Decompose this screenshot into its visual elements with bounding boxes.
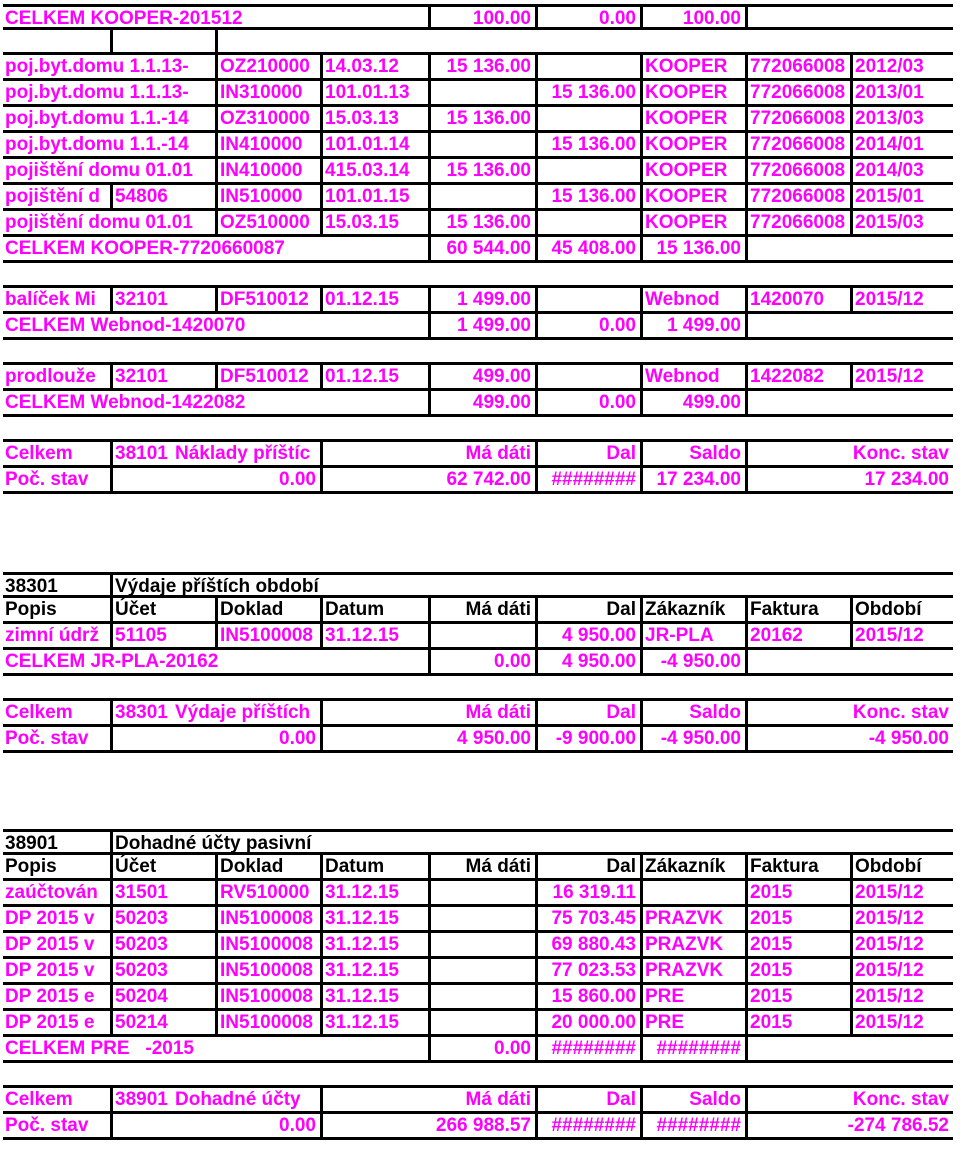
total-label: CELKEM PRE -2015 <box>3 1037 431 1060</box>
spacer-row <box>3 263 953 288</box>
table-row <box>3 985 953 1011</box>
summary-account: 38101 <box>115 443 168 464</box>
row-invoice: 1422082 <box>748 365 853 388</box>
row-debit: 499.00 <box>431 365 538 388</box>
row-debit: 15 136.00 <box>431 159 538 182</box>
empty-cell <box>3 340 953 363</box>
row-account: 50204 <box>113 985 218 1008</box>
row-invoice: 2015 <box>748 1011 853 1034</box>
row-credit: 75 703.45 <box>538 907 643 930</box>
total-debit: 0.00 <box>431 650 538 673</box>
row-debit <box>431 185 538 208</box>
row-debit: 15 136.00 <box>431 107 538 130</box>
row-debit: 1 499.00 <box>431 288 538 311</box>
row-description: poj.byt.domu 1.1.13- <box>3 55 218 78</box>
row-account: 32101 <box>113 288 218 311</box>
row-description: DP 2015 e <box>3 1011 113 1034</box>
row-customer: KOOPER <box>643 81 748 104</box>
row-invoice: 772066008 <box>748 159 853 182</box>
row-credit: 20 000.00 <box>538 1011 643 1034</box>
summary-debit-label: Má dáti <box>323 701 538 724</box>
summary-header-38901 <box>3 1088 953 1114</box>
col-faktura: Faktura <box>748 598 853 621</box>
row-credit <box>538 107 643 130</box>
row-period: 2015/12 <box>855 882 924 903</box>
row-credit <box>538 159 643 182</box>
row-credit: 16 319.11 <box>538 881 643 904</box>
col-obdobi: Období <box>855 599 922 620</box>
col-doklad: Doklad <box>218 855 323 878</box>
summary-account: 38901 <box>115 1089 168 1110</box>
total-credit: 4 950.00 <box>538 650 643 673</box>
section-header <box>3 572 953 598</box>
col-popis: Popis <box>3 855 113 878</box>
row-credit <box>538 211 643 234</box>
section-account: 38301 <box>3 575 113 598</box>
table-row <box>3 211 953 237</box>
row-description: zimní údrž <box>3 624 113 647</box>
row-date: 15.03.13 <box>323 107 431 130</box>
section-title: Výdaje příštích období <box>115 576 319 597</box>
row-customer: PRAZVK <box>643 933 748 956</box>
row-description: DP 2015 v <box>3 907 113 930</box>
row-period: 2013/03 <box>855 108 924 129</box>
row-document: IN5100008 <box>218 1011 323 1034</box>
row-credit <box>538 55 643 78</box>
row-period: 2015/12 <box>855 908 924 929</box>
row-description: poj.byt.domu 1.1.-14 <box>3 107 218 130</box>
section-38301 <box>3 572 953 753</box>
summary-debit-label: Má dáti <box>323 1088 538 1111</box>
table-row <box>3 907 953 933</box>
row-invoice: 2015 <box>748 959 853 982</box>
row-date: 31.12.15 <box>323 881 431 904</box>
col-ma-dati: Má dáti <box>431 855 538 878</box>
row-document: IN5100008 <box>218 959 323 982</box>
debit-value: 266 988.57 <box>323 1114 538 1137</box>
row-description: DP 2015 v <box>3 959 113 982</box>
row-customer: PRAZVK <box>643 959 748 982</box>
row-account: 50203 <box>113 933 218 956</box>
row-customer: KOOPER <box>643 211 748 234</box>
row-customer: KOOPER <box>643 107 748 130</box>
summary-account-name: Výdaje příštích <box>173 701 323 724</box>
section-title: Dohadné účty pasivní <box>115 833 312 854</box>
row-debit: 15 136.00 <box>431 55 538 78</box>
spacer-row <box>3 417 953 442</box>
total-row-pre <box>3 1037 953 1063</box>
row-credit: 15 136.00 <box>538 133 643 156</box>
summary-values-38301 <box>3 727 953 753</box>
spacer-row <box>3 30 953 55</box>
row-document: IN510000 <box>218 185 323 208</box>
summary-final-label: Konc. stav <box>852 1089 949 1110</box>
col-datum: Datum <box>323 855 431 878</box>
debit-value: 62 742.00 <box>323 468 538 491</box>
row-customer: KOOPER <box>643 55 748 78</box>
col-dal: Dal <box>538 855 643 878</box>
total-credit: ######## <box>538 1037 643 1060</box>
empty-cell <box>748 391 953 414</box>
row-period: 2015/03 <box>855 212 924 233</box>
table-row <box>3 81 953 107</box>
summary-balance-label: Saldo <box>643 442 748 465</box>
total-label: CELKEM Webnod-1420070 <box>3 314 431 337</box>
table-row <box>3 365 953 391</box>
row-account: 54806 <box>113 185 218 208</box>
summary-credit-label: Dal <box>538 701 643 724</box>
table-row <box>3 55 953 81</box>
table-row <box>3 933 953 959</box>
summary-account-name: Dohadné účty <box>173 1088 323 1111</box>
col-zakaznik: Zákazník <box>643 855 748 878</box>
total-row-kooper-7720660087 <box>3 237 953 263</box>
row-date: 01.12.15 <box>323 288 431 311</box>
row-document: OZ310000 <box>218 107 323 130</box>
row-description: poj.byt.domu 1.1.13- <box>3 81 218 104</box>
row-document: OZ210000 <box>218 55 323 78</box>
credit-value: -9 900.00 <box>538 727 643 750</box>
row-customer: KOOPER <box>643 185 748 208</box>
row-invoice: 2015 <box>748 881 853 904</box>
row-credit <box>538 288 643 311</box>
row-period: 2015/12 <box>855 625 924 646</box>
row-credit <box>538 365 643 388</box>
row-credit: 15 860.00 <box>538 985 643 1008</box>
row-account: 32101 <box>113 365 218 388</box>
row-date: 31.12.15 <box>323 624 431 647</box>
opening-value: 0.00 <box>113 468 323 491</box>
row-description: pojištění domu 01.01 <box>3 159 218 182</box>
row-invoice: 1420070 <box>748 288 853 311</box>
row-description: pojištění d <box>3 185 113 208</box>
col-popis: Popis <box>3 598 113 621</box>
row-description: prodlouže <box>3 365 113 388</box>
row-date: 14.03.12 <box>323 55 431 78</box>
row-period: 2012/03 <box>855 56 924 77</box>
row-invoice: 772066008 <box>748 81 853 104</box>
row-invoice: 2015 <box>748 933 853 956</box>
empty-cell <box>748 314 953 337</box>
row-date: 415.03.14 <box>323 159 431 182</box>
row-credit: 15 136.00 <box>538 81 643 104</box>
row-account: 31501 <box>113 881 218 904</box>
row-date: 31.12.15 <box>323 907 431 930</box>
total-label: CELKEM KOOPER-201512 <box>3 7 431 30</box>
col-ucet: Účet <box>113 855 218 878</box>
row-document: IN5100008 <box>218 985 323 1008</box>
row-description: zaúčtován <box>3 881 113 904</box>
empty-cell <box>748 7 953 30</box>
empty-cell <box>748 650 953 673</box>
row-debit <box>431 1011 538 1034</box>
row-customer: Webnod <box>643 365 748 388</box>
row-period: 2015/12 <box>855 986 924 1007</box>
row-invoice: 2015 <box>748 985 853 1008</box>
table-row <box>3 185 953 211</box>
row-date: 31.12.15 <box>323 985 431 1008</box>
row-customer: PRAZVK <box>643 907 748 930</box>
row-description: DP 2015 e <box>3 985 113 1008</box>
summary-final-label: Konc. stav <box>852 443 949 464</box>
row-customer: PRE <box>643 985 748 1008</box>
row-account: 50203 <box>113 907 218 930</box>
col-zakaznik: Zákazník <box>643 598 748 621</box>
summary-label: Celkem <box>3 442 113 465</box>
credit-value: ######## <box>538 468 643 491</box>
table-row <box>3 624 953 650</box>
row-date: 101.01.13 <box>323 81 431 104</box>
row-credit: 15 136.00 <box>538 185 643 208</box>
section-38101 <box>3 4 953 494</box>
row-customer: JR-PLA <box>643 624 748 647</box>
total-row-jr-pla <box>3 650 953 676</box>
total-debit: 0.00 <box>431 1037 538 1060</box>
total-balance: 15 136.00 <box>643 237 748 260</box>
col-ma-dati: Má dáti <box>431 598 538 621</box>
total-balance: 1 499.00 <box>643 314 748 337</box>
balance-value: ######## <box>643 1114 748 1137</box>
balance-value: 17 234.00 <box>643 468 748 491</box>
row-invoice: 772066008 <box>748 211 853 234</box>
row-invoice: 20162 <box>748 624 853 647</box>
summary-credit-label: Dal <box>538 442 643 465</box>
table-row <box>3 133 953 159</box>
row-account: 50203 <box>113 959 218 982</box>
row-invoice: 772066008 <box>748 55 853 78</box>
col-obdobi: Období <box>855 856 922 877</box>
row-debit <box>431 907 538 930</box>
total-credit: 0.00 <box>538 314 643 337</box>
row-description: poj.byt.domu 1.1.-14 <box>3 133 218 156</box>
row-account: 50214 <box>113 1011 218 1034</box>
total-debit: 100.00 <box>431 7 538 30</box>
row-debit <box>431 959 538 982</box>
empty-cell <box>113 30 218 53</box>
table-row <box>3 288 953 314</box>
row-document: IN5100008 <box>218 907 323 930</box>
total-label: CELKEM KOOPER-7720660087 <box>3 237 431 260</box>
final-value: 17 234.00 <box>864 469 949 490</box>
row-document: OZ510000 <box>218 211 323 234</box>
row-description: balíček Mi <box>3 288 113 311</box>
row-debit <box>431 881 538 904</box>
col-ucet: Účet <box>113 598 218 621</box>
table-row <box>3 959 953 985</box>
spacer-row <box>3 676 953 701</box>
row-debit <box>431 933 538 956</box>
row-document: DF510012 <box>218 365 323 388</box>
summary-final-label: Konc. stav <box>852 702 949 723</box>
col-faktura: Faktura <box>748 855 853 878</box>
total-row-webnod-1422082 <box>3 391 953 417</box>
debit-value: 4 950.00 <box>323 727 538 750</box>
row-invoice: 772066008 <box>748 185 853 208</box>
row-document: IN310000 <box>218 81 323 104</box>
row-customer: Webnod <box>643 288 748 311</box>
total-label: CELKEM JR-PLA-20162 <box>3 650 431 673</box>
row-date: 31.12.15 <box>323 1011 431 1034</box>
row-document: DF510012 <box>218 288 323 311</box>
summary-account-name: Náklady příštíc <box>173 442 323 465</box>
summary-balance-label: Saldo <box>643 701 748 724</box>
empty-cell <box>748 1037 953 1060</box>
row-date: 31.12.15 <box>323 959 431 982</box>
table-row <box>3 159 953 185</box>
row-debit <box>431 624 538 647</box>
opening-label: Poč. stav <box>3 1114 113 1137</box>
row-debit <box>431 133 538 156</box>
row-period: 2014/03 <box>855 160 924 181</box>
summary-label: Celkem <box>3 1088 113 1111</box>
spacer-row <box>3 1063 953 1088</box>
total-balance: 499.00 <box>643 391 748 414</box>
row-customer <box>643 881 748 904</box>
section-38901 <box>3 829 953 1140</box>
row-document: IN5100008 <box>218 624 323 647</box>
column-header-row <box>3 855 953 881</box>
table-row <box>3 881 953 907</box>
balance-value: -4 950.00 <box>643 727 748 750</box>
summary-balance-label: Saldo <box>643 1088 748 1111</box>
row-debit <box>431 985 538 1008</box>
row-customer: KOOPER <box>643 159 748 182</box>
row-invoice: 772066008 <box>748 107 853 130</box>
row-period: 2013/01 <box>855 82 924 103</box>
row-credit: 69 880.43 <box>538 933 643 956</box>
total-debit: 499.00 <box>431 391 538 414</box>
row-period: 2014/01 <box>855 134 924 155</box>
summary-debit-label: Má dáti <box>323 442 538 465</box>
table-row <box>3 107 953 133</box>
opening-label: Poč. stav <box>3 727 113 750</box>
row-invoice: 2015 <box>748 907 853 930</box>
total-row-kooper-201512 <box>3 4 953 30</box>
total-balance: 100.00 <box>643 7 748 30</box>
column-header-row <box>3 598 953 624</box>
row-customer: KOOPER <box>643 133 748 156</box>
final-value: -274 786.52 <box>847 1115 949 1136</box>
row-debit <box>431 81 538 104</box>
summary-values-38901 <box>3 1114 953 1140</box>
summary-label: Celkem <box>3 701 113 724</box>
summary-values-38101 <box>3 468 953 494</box>
summary-credit-label: Dal <box>538 1088 643 1111</box>
section-account: 38901 <box>3 832 113 855</box>
row-document: RV510000 <box>218 881 323 904</box>
row-period: 2015/12 <box>855 366 924 387</box>
opening-label: Poč. stav <box>3 468 113 491</box>
credit-value: ######## <box>538 1114 643 1137</box>
opening-value: 0.00 <box>113 1114 323 1137</box>
row-date: 31.12.15 <box>323 933 431 956</box>
spacer-row <box>3 340 953 365</box>
col-dal: Dal <box>538 598 643 621</box>
row-date: 101.01.14 <box>323 133 431 156</box>
total-debit: 1 499.00 <box>431 314 538 337</box>
col-doklad: Doklad <box>218 598 323 621</box>
row-credit: 4 950.00 <box>538 624 643 647</box>
row-account: 51105 <box>113 624 218 647</box>
row-date: 15.03.15 <box>323 211 431 234</box>
row-document: IN410000 <box>218 133 323 156</box>
total-debit: 60 544.00 <box>431 237 538 260</box>
total-row-webnod-1420070 <box>3 314 953 340</box>
row-description: pojištění domu 01.01 <box>3 211 218 234</box>
empty-cell <box>748 237 953 260</box>
final-value: -4 950.00 <box>868 728 949 749</box>
row-document: IN410000 <box>218 159 323 182</box>
row-period: 2015/12 <box>855 934 924 955</box>
row-period: 2015/12 <box>855 289 924 310</box>
total-credit: 0.00 <box>538 391 643 414</box>
row-credit: 77 023.53 <box>538 959 643 982</box>
empty-cell <box>3 263 953 286</box>
summary-header-38101 <box>3 442 953 468</box>
table-row <box>3 1011 953 1037</box>
summary-account: 38301 <box>115 702 168 723</box>
empty-cell <box>3 30 113 53</box>
row-date: 01.12.15 <box>323 365 431 388</box>
row-debit: 15 136.00 <box>431 211 538 234</box>
row-document: IN5100008 <box>218 933 323 956</box>
row-description: DP 2015 v <box>3 933 113 956</box>
row-period: 2015/01 <box>855 186 924 207</box>
total-label: CELKEM Webnod-1422082 <box>3 391 431 414</box>
summary-header-38301 <box>3 701 953 727</box>
section-header <box>3 829 953 855</box>
opening-value: 0.00 <box>113 727 323 750</box>
row-period: 2015/12 <box>855 960 924 981</box>
row-date: 101.01.15 <box>323 185 431 208</box>
total-credit: 0.00 <box>538 7 643 30</box>
total-balance: -4 950.00 <box>643 650 748 673</box>
row-customer: PRE <box>643 1011 748 1034</box>
col-datum: Datum <box>323 598 431 621</box>
total-balance: ######## <box>643 1037 748 1060</box>
row-invoice: 772066008 <box>748 133 853 156</box>
total-credit: 45 408.00 <box>538 237 643 260</box>
row-period: 2015/12 <box>855 1012 924 1033</box>
